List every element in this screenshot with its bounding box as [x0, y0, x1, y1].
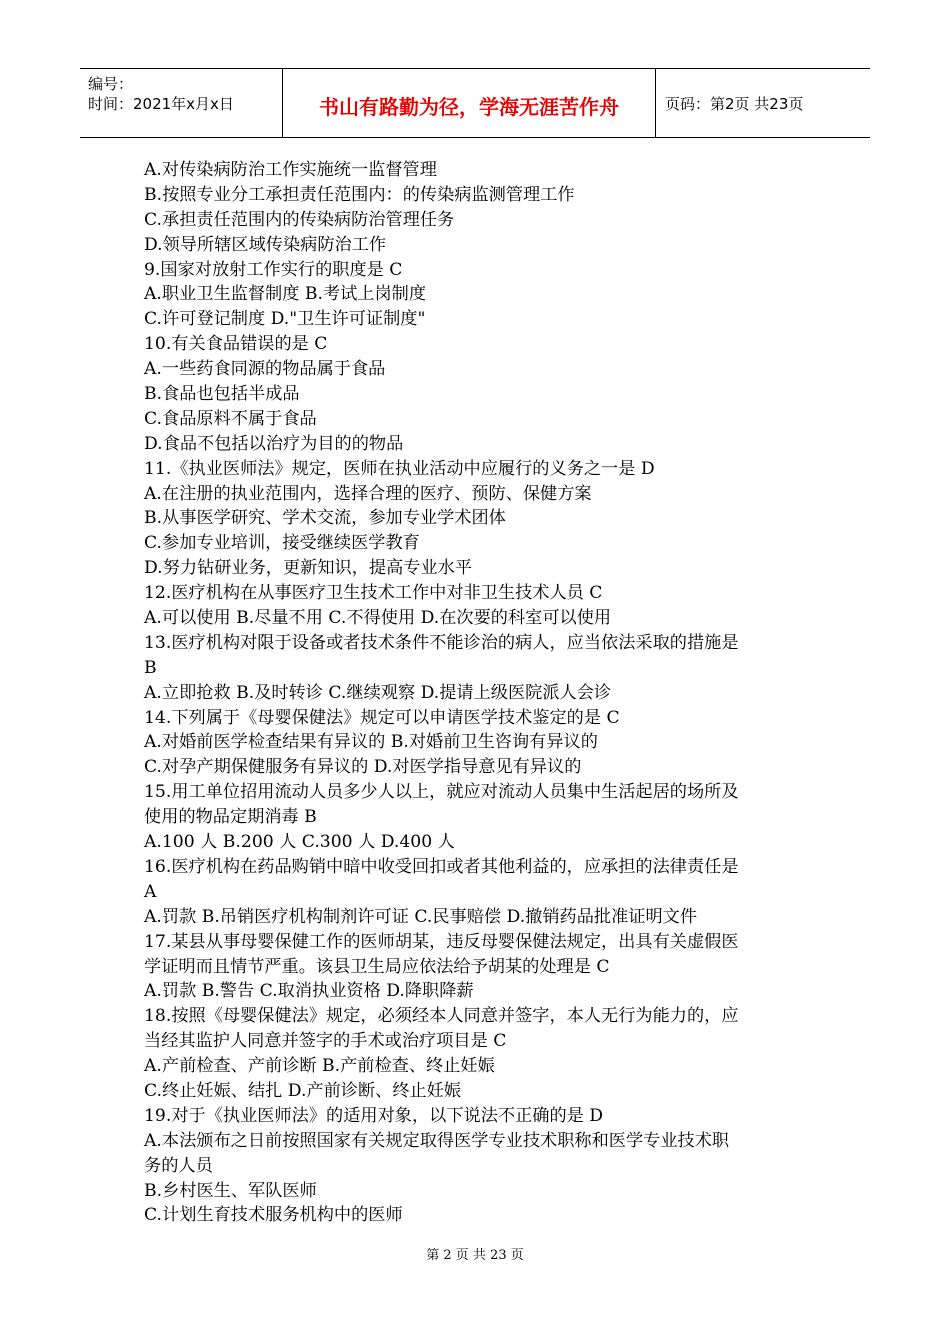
header-meta-cell — [80, 69, 282, 137]
header-motto-cell — [282, 69, 656, 137]
document-body — [144, 158, 804, 1228]
page-header — [80, 68, 870, 138]
motto: 书山有路勤为径，学海无涯苦作舟 — [319, 95, 619, 119]
text-line: 18.按照《母婴保健法》规定，必须经本人同意并签字，本人无行为能力的，应 — [144, 1006, 739, 1027]
text-line: C.参加专业培训，接受继续医学教育 — [144, 533, 420, 554]
text-line: 13.医疗机构对限于设备或者技术条件不能诊治的病人，应当依法采取的措施是 — [144, 632, 739, 653]
text-line: A.一些药食同源的物品属于食品 — [144, 359, 386, 380]
text-line: B.乡村医生、军队医师 — [144, 1180, 317, 1201]
text-line: 14.下列属于《母婴保健法》规定可以申请医学技术鉴定的是 C — [144, 707, 620, 728]
text-line: A.对婚前医学检查结果有异议的 B.对婚前卫生咨询有异议的 — [144, 732, 598, 753]
text-line: 10.有关食品错误的是 C — [144, 334, 328, 355]
text-line: 务的人员 — [144, 1155, 213, 1176]
text-line: 使用的物品定期消毒 B — [144, 807, 317, 828]
text-line: B.食品也包括半成品 — [144, 384, 300, 405]
date-label: 时间：2021年x月x日 — [88, 95, 234, 113]
text-line: 15.用工单位招用流动人员多少人以上，就应对流动人员集中生活起居的场所及 — [144, 782, 739, 803]
text-line: A.100 人 B.200 人 C.300 人 D.400 人 — [144, 832, 455, 853]
text-line: C.终止妊娠、结扎 D.产前诊断、终止妊娠 — [144, 1080, 462, 1101]
text-line: A.在注册的执业范围内，选择合理的医疗、预防、保健方案 — [144, 483, 592, 504]
text-line: A.对传染病防治工作实施统一监督管理 — [144, 160, 437, 180]
text-line: A.罚款 B.警告 C.取消执业资格 D.降职降薪 — [144, 981, 474, 1002]
text-line: 9.国家对放射工作实行的职度是 C — [144, 259, 403, 280]
text-line: 16.医疗机构在药品购销中暗中收受回扣或者其他利益的，应承担的法律责任是 — [144, 856, 739, 877]
page-footer: 第 2 页 共 23 页 — [426, 1248, 524, 1263]
text-line: 11.《执业医师法》规定，医师在执业活动中应履行的义务之一是 D — [144, 458, 655, 479]
text-line: A.本法颁布之日前按照国家有关规定取得医学专业技术职称和医学专业技术职 — [144, 1130, 730, 1151]
text-line: B.按照专业分工承担责任范围内：的传染病监测管理工作 — [144, 184, 575, 205]
header-page-cell — [655, 69, 870, 137]
text-line: A.产前检查、产前诊断 B.产前检查、终止妊娠 — [144, 1056, 495, 1077]
text-line: A.立即抢救 B.及时转诊 C.继续观察 D.提请上级医院派人会诊 — [144, 682, 612, 703]
text-line: 17.某县从事母婴保健工作的医师胡某，违反母婴保健法规定，出具有关虚假医 — [144, 931, 739, 952]
text-line: C.许可登记制度 D."卫生许可证制度" — [144, 309, 426, 330]
text-line: C.对孕产期保健服务有异议的 D.对医学指导意见有异议的 — [144, 757, 582, 778]
text-line: 19.对于《执业医师法》的适用对象，以下说法不正确的是 D — [144, 1105, 604, 1126]
text-line: A — [144, 881, 157, 902]
text-line: C.食品原料不属于食品 — [144, 408, 317, 429]
number-label: 编号： — [88, 75, 134, 93]
text-line: A.罚款 B.吊销医疗机构制剂许可证 C.民事赔偿 D.撤销药品批准证明文件 — [144, 906, 698, 927]
text-line: D.食品不包括以治疗为目的的物品 — [144, 433, 404, 454]
text-line: B — [144, 657, 157, 678]
text-line: C.承担责任范围内的传染病防治管理任务 — [144, 209, 455, 230]
text-line: D.努力钻研业务，更新知识，提高专业水平 — [144, 558, 473, 579]
text-line: B.从事医学研究、学术交流，参加专业学术团体 — [144, 508, 506, 529]
text-line: D.领导所辖区域传染病防治工作 — [144, 234, 387, 255]
page-info: 页码：第2页 共23页 — [665, 95, 804, 113]
text-line: C.计划生育技术服务机构中的医师 — [144, 1205, 403, 1226]
text-line: 当经其监护人同意并签字的手术或治疗项目是 C — [144, 1031, 507, 1052]
text-line: 12.医疗机构在从事医疗卫生技术工作中对非卫生技术人员 C — [144, 583, 603, 604]
text-line: 学证明而且情节严重。该县卫生局应依法给予胡某的处理是 C — [144, 956, 610, 977]
text-line: A.可以使用 B.尽量不用 C.不得使用 D.在次要的科室可以使用 — [144, 608, 612, 629]
text-line: A.职业卫生监督制度 B.考试上岗制度 — [144, 284, 427, 305]
